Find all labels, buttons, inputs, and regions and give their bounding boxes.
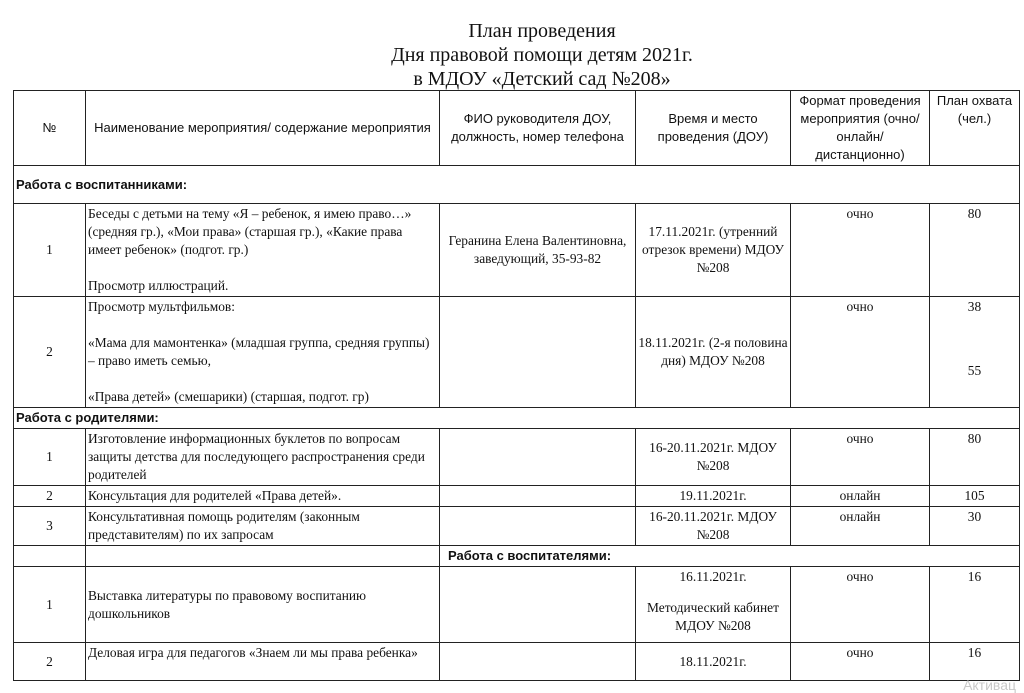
section-title-teachers: Работа с воспитателями: — [440, 546, 1020, 567]
row-time-text: 16.11.2021г. — [679, 569, 747, 584]
row-plan: 105 — [930, 486, 1020, 507]
row-name-extra: Просмотр иллюстраций. — [88, 278, 229, 293]
activation-watermark: Активац — [963, 677, 1016, 693]
row-time: 16-20.11.2021г. МДОУ №208 — [636, 507, 791, 546]
row-plan: 16 — [930, 567, 1020, 643]
row-plan: 16 — [930, 643, 1020, 681]
row-num: 1 — [14, 567, 86, 643]
row-plan: 80 — [930, 204, 1020, 297]
row-num: 1 — [14, 204, 86, 297]
row-format: очно — [791, 297, 930, 408]
section-row — [14, 408, 1020, 429]
header-num: № — [14, 91, 86, 166]
table-row — [14, 204, 1020, 297]
plan-value: 38 — [967, 299, 982, 314]
title-line-1: План проведения — [468, 20, 616, 42]
row-fio — [440, 643, 636, 681]
row-name-extra: «Права детей» (смешарики) (старшая, подгот. гр) — [88, 389, 369, 404]
plan-table — [13, 90, 1020, 681]
row-name — [86, 204, 440, 297]
empty-cell — [14, 546, 86, 567]
row-format: онлайн — [791, 486, 930, 507]
row-plan: 80 — [930, 429, 1020, 486]
row-name: Изготовление информационных буклетов по вопросам защиты детства для последующего распространения среди родителей — [86, 429, 440, 486]
header-plan: План охвата (чел.) — [930, 91, 1020, 166]
table-row — [14, 507, 1020, 546]
table-row — [14, 297, 1020, 408]
section-row — [14, 546, 1020, 567]
row-time: 18.11.2021г. (2-я половина дня) МДОУ №208 — [636, 297, 791, 408]
table-row — [14, 567, 1020, 643]
row-fio — [440, 507, 636, 546]
row-num: 1 — [14, 429, 86, 486]
row-fio — [440, 297, 636, 408]
header-fio: ФИО руководителя ДОУ, должность, номер телефона — [440, 91, 636, 166]
row-name-extra: «Мама для мамонтенка» (младшая группа, средняя группы) – право иметь семью, — [88, 335, 430, 368]
section-row — [14, 166, 1020, 204]
row-num: 2 — [14, 486, 86, 507]
row-plan — [930, 297, 1020, 408]
plan-value: 55 — [967, 363, 982, 378]
row-fio — [440, 429, 636, 486]
row-name: Консультация для родителей «Права детей». — [86, 486, 440, 507]
row-name: Выставка литературы по правовому воспитанию дошкольников — [86, 567, 440, 643]
row-num: 2 — [14, 297, 86, 408]
header-time: Время и место проведения (ДОУ) — [636, 91, 791, 166]
section-title-parents: Работа с родителями: — [14, 408, 1020, 429]
section-title-pupils: Работа с воспитанниками: — [14, 166, 1020, 204]
title-line-3: в МДОУ «Детский сад №208» — [413, 68, 671, 90]
row-time — [636, 567, 791, 643]
row-name: Деловая игра для педагогов «Знаем ли мы права ребенка» — [86, 643, 440, 681]
row-fio: Геранина Елена Валентиновна, заведующий, 35-93-82 — [440, 204, 636, 297]
row-format: очно — [791, 567, 930, 643]
row-time: 19.11.2021г. — [636, 486, 791, 507]
row-plan: 30 — [930, 507, 1020, 546]
table-row — [14, 643, 1020, 681]
row-name: Консультативная помощь родителям (законным представителям) по их запросам — [86, 507, 440, 546]
title-line-2: Дня правовой помощи детям 2021г. — [391, 44, 693, 66]
row-fio — [440, 486, 636, 507]
row-format: очно — [791, 643, 930, 681]
header-name: Наименование мероприятия/ содержание мероприятия — [86, 91, 440, 166]
row-name-text: Беседы с детьми на тему «Я – ребенок, я имею право…» (средняя гр.), «Мои права» (старшая гр.), «Какие права имеет ребенок» (подгот. гр.) — [88, 206, 412, 257]
table-row — [14, 486, 1020, 507]
document-title — [0, 19, 1024, 91]
row-format: очно — [791, 204, 930, 297]
row-time: 18.11.2021г. — [636, 643, 791, 681]
row-name-text: Просмотр мультфильмов: — [88, 299, 235, 314]
row-num: 3 — [14, 507, 86, 546]
table-row — [14, 429, 1020, 486]
header-row — [14, 91, 1020, 166]
row-name — [86, 297, 440, 408]
row-format: очно — [791, 429, 930, 486]
empty-cell — [86, 546, 440, 567]
row-time-extra: Методический кабинет МДОУ №208 — [647, 600, 779, 633]
row-fio — [440, 567, 636, 643]
row-time: 17.11.2021г. (утренний отрезок времени) МДОУ №208 — [636, 204, 791, 297]
row-num: 2 — [14, 643, 86, 681]
header-format: Формат проведения мероприятия (очно/ онлайн/ дистанционно) — [791, 91, 930, 166]
row-format: онлайн — [791, 507, 930, 546]
row-time: 16-20.11.2021г. МДОУ №208 — [636, 429, 791, 486]
